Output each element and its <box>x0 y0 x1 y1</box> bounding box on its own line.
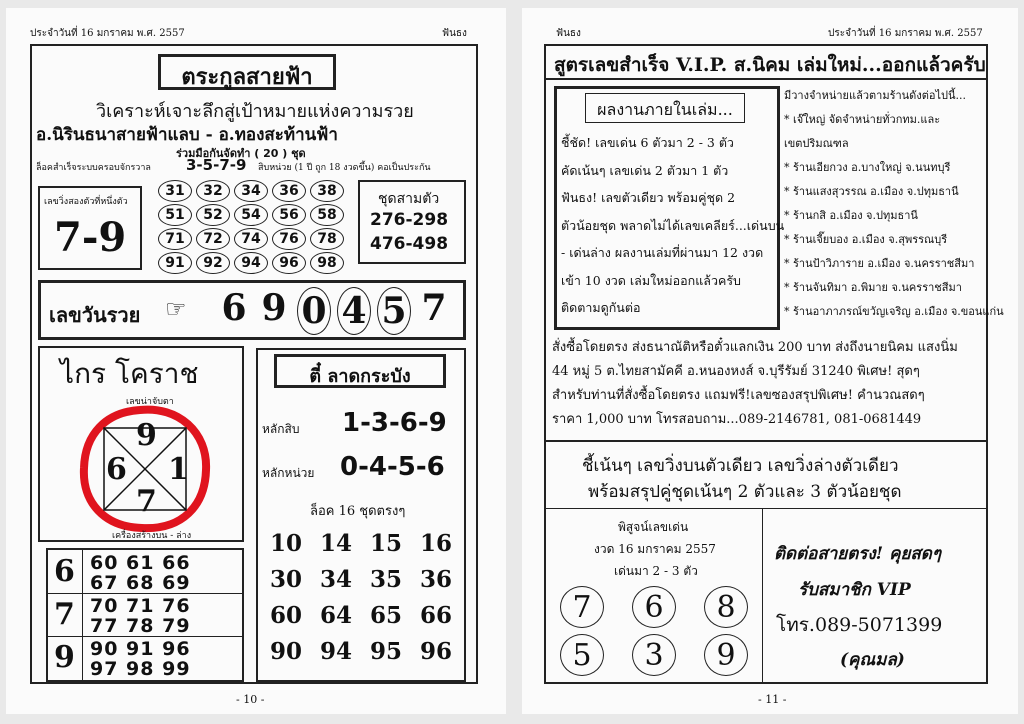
korat-box <box>38 346 244 542</box>
circle-number: 72 <box>196 228 230 250</box>
left-page-number: - 10 - <box>236 693 265 706</box>
right-header-name: ฟันธง <box>556 28 581 39</box>
proof-digit: 8 <box>704 586 748 628</box>
lock16-row: 10 14 15 16 <box>270 530 453 557</box>
inner-line: - เด่นล่าง ผลงานเล่มที่ผ่านมา 12 งวด <box>561 245 764 260</box>
korat-digit-bottom: 7 <box>136 484 157 519</box>
grid-rule <box>48 593 242 594</box>
promo-line-1: ชี้เน้นๆ เลขวิ่งบนตัวเดียว เลขวิ่งล่างตัวเดียว <box>582 456 899 476</box>
shop-line: เขตปริมณฑล <box>784 137 849 150</box>
proof-note: เด่นมา 2 - 3 ตัว <box>614 564 698 578</box>
proof-divider <box>762 508 763 684</box>
korat-digit-left: 6 <box>106 452 127 487</box>
lock16-row: 30 34 35 36 <box>270 566 453 593</box>
grid-lead-digit: 9 <box>54 640 75 675</box>
lock16-label: ล็อค 16 ชุดตรงๆ <box>310 504 406 519</box>
shop-line: * ร้านอาภาภรณ์ขวัญเจริญ อ.เมือง จ.ขอนแก่น <box>784 305 1004 318</box>
order-rule <box>544 440 988 442</box>
inner-title-box <box>585 93 745 123</box>
page-title: ตระกูลสายฟ้า <box>181 64 313 90</box>
rich-day-box <box>38 280 466 340</box>
two-digit-box <box>38 186 142 270</box>
left-header-name: ฟันธง <box>442 28 467 39</box>
title-box <box>158 54 336 90</box>
contact-name: (คุณมล) <box>840 650 905 670</box>
promo-rule <box>544 508 988 509</box>
left-header-date: ประจำวันที่ 16 มกราคม พ.ศ. 2557 <box>30 28 185 39</box>
circle-number: 92 <box>196 252 230 274</box>
circle-number: 74 <box>234 228 268 250</box>
korat-top-label: เลขน่าจับตา <box>126 397 174 407</box>
order-line: 44 หมู่ 5 ต.ไทยสามัคคี อ.หนองหงส์ จ.บุรีรัมย์ 31240 พิเศษ! สุดๆ <box>552 364 920 379</box>
circle-number: 54 <box>234 204 268 226</box>
proof-digit: 6 <box>632 586 676 628</box>
promo-line-2: พร้อมสรุปคู่ชุดเน้นๆ 2 ตัวและ 3 ตัวน้อยชุด <box>588 482 902 502</box>
shop-line: * ร้านแสงสุวรรณ อ.เมือง จ.ปทุมธานี <box>784 185 959 198</box>
proof-date: งวด 16 มกราคม 2557 <box>594 542 716 556</box>
authors: อ.นิรินธนาสายฟ้าแลบ - อ.ทองสะท้านฟ้า <box>36 125 338 145</box>
grid-rule <box>48 636 242 637</box>
rich-digit: 4 <box>337 287 371 335</box>
subtitle: วิเคราะห์เจาะลึกสู่เป้าหมายแห่งความรวย <box>96 101 414 122</box>
order-line: สั่งซื้อโดยตรง ส่งธนาณัติหรือตั๋วแลกเงิน 200 บาท ส่งถึงนายนิคม แสงนิ่ม <box>552 340 958 355</box>
latkrabang-box <box>256 348 466 682</box>
korat-title: ไกร โคราช <box>60 357 199 390</box>
grid-lead-digit: 6 <box>54 554 75 589</box>
proof-digit: 7 <box>560 586 604 628</box>
right-title: สูตรเลขสำเร็จ V.I.P. ส.นิคม เล่มใหม่...ออกแล้วครับ <box>554 54 986 76</box>
korat-grid <box>46 548 244 682</box>
shop-line: * ร้านเอียกวง อ.บางใหญ่ จ.นนทบุรี <box>784 161 951 174</box>
two-digit-label: เลขวิ่งสองตัวที่หนึ่งตัว <box>44 197 128 207</box>
joint-note: ร่วมมือกันจัดทำ ( 20 ) ชุด <box>176 147 306 160</box>
circle-number: 91 <box>158 252 192 274</box>
tens-label: หลักสิบ <box>262 422 300 436</box>
rich-digit: 0 <box>297 287 331 335</box>
circle-number: 38 <box>310 180 344 202</box>
proof-title: พิสูจน์เลขเด่น <box>618 520 689 534</box>
rich-day-label: เลขวันรวย <box>49 303 141 327</box>
latkrabang-title: ตี๋ ลาดกระบัง <box>309 366 411 387</box>
proof-digit: 9 <box>704 634 748 676</box>
rich-digit: 6 <box>221 287 247 329</box>
circle-number: 78 <box>310 228 344 250</box>
korat-digit-right: 1 <box>168 452 189 487</box>
circle-number: 94 <box>234 252 268 274</box>
three-digit-box <box>358 180 466 264</box>
circle-number: 76 <box>272 228 306 250</box>
circle-number: 96 <box>272 252 306 274</box>
circle-number: 32 <box>196 180 230 202</box>
rich-digit: 9 <box>261 287 287 329</box>
shop-line: * ร้านป้าวิภาราย อ.เมือง จ.นครราชสีมา <box>784 257 975 270</box>
lock-suffix: สิบหน่วย (1 ปี ถูก 18 งวดขึ้น) คอเป็นประกัน <box>258 163 431 173</box>
grid-numbers: 60 61 66 <box>90 552 191 574</box>
contact-line-1: ติดต่อสายตรง! คุยสดๆ <box>774 544 941 564</box>
inner-line: ชี้ชัด! เลขเด่น 6 ตัวมา 2 - 3 ตัว <box>561 135 734 150</box>
inner-title: ผลงานภายในเล่ม... <box>597 100 733 119</box>
proof-digit: 5 <box>560 634 604 676</box>
grid-lead-rule <box>82 550 83 680</box>
inner-line: คัดเน้นๆ เลขเด่น 2 ตัวมา 1 ตัว <box>561 162 729 178</box>
lock16-row: 60 64 65 66 <box>270 602 453 629</box>
grid-lead-digit: 7 <box>54 597 75 632</box>
circle-number: 36 <box>272 180 306 202</box>
order-line: ราคา 1,000 บาท โทรสอบถาม...089-2146781, 081-0681449 <box>552 412 922 427</box>
circle-number: 34 <box>234 180 268 202</box>
rich-digit: 7 <box>421 287 447 329</box>
inner-line: ติดตามดูกันต่อ <box>561 300 641 315</box>
korat-bottom-label: เครื่องสร้างบน - ล่าง <box>112 531 192 541</box>
latkrabang-title-box <box>274 354 446 388</box>
korat-digit-top: 9 <box>136 418 157 453</box>
circle-number: 98 <box>310 252 344 274</box>
tens-value: 1-3-6-9 <box>342 408 447 438</box>
lock-prefix: ล็อคสำเร็จระบบครอบจักรวาล <box>36 163 151 173</box>
right-page <box>522 8 1018 714</box>
units-label: หลักหน่วย <box>262 466 315 480</box>
circle-number: 58 <box>310 204 344 226</box>
grid-numbers: 67 68 69 <box>90 572 191 594</box>
grid-numbers: 77 78 79 <box>90 615 191 637</box>
grid-numbers: 90 91 96 <box>90 638 191 660</box>
shop-line: * ร้านจันทิมา อ.พิมาย จ.นครราชสีมา <box>784 281 962 294</box>
circle-number: 56 <box>272 204 306 226</box>
pointing-hand-icon: ☞ <box>165 295 187 323</box>
lock-digits: 3-5-7-9 <box>186 156 247 174</box>
proof-digit: 3 <box>632 634 676 676</box>
contact-phone: โทร.089-5071399 <box>776 614 943 636</box>
shop-line: * เจ๊ใหญ่ จัดจำหน่ายทั่วกทม.และ <box>784 113 941 126</box>
right-header-date: ประจำวันที่ 16 มกราคม พ.ศ. 2557 <box>828 28 983 39</box>
lock16-row: 90 94 95 96 <box>270 638 453 665</box>
three-digit-label: ชุดสามตัว <box>378 191 440 207</box>
shop-line: * ร้านกสิ อ.เมือง จ.ปทุมธานี <box>784 209 918 222</box>
left-page <box>6 8 506 714</box>
grid-numbers: 97 98 99 <box>90 658 191 680</box>
inner-box <box>554 86 785 330</box>
circle-number: 31 <box>158 180 192 202</box>
inner-line: ฟันธง! เลขตัวเดียว พร้อมคู่ชุด 2 <box>561 190 736 205</box>
title-rule <box>544 78 988 80</box>
inner-line: เข้า 10 งวด เล่มใหม่ออกแล้วครับ <box>561 272 741 288</box>
inner-line: ตัวน้อยชุด พลาดไม่ได้เลขเคลียร์...เด่นบน <box>561 217 785 233</box>
rich-digit: 5 <box>377 287 411 335</box>
three-digit-value-1: 276-298 <box>370 210 449 230</box>
grid-numbers: 70 71 76 <box>90 595 191 617</box>
circle-number: 52 <box>196 204 230 226</box>
circle-number: 51 <box>158 204 192 226</box>
right-page-number: - 11 - <box>758 693 787 706</box>
three-digit-value-2: 476-498 <box>370 234 449 254</box>
circle-number: 71 <box>158 228 192 250</box>
units-value: 0-4-5-6 <box>340 452 445 482</box>
two-digit-value: 7-9 <box>54 214 127 261</box>
order-line: สำหรับท่านที่สั่งซื้อโดยตรง แถมฟรี!เลขซองสรุปพิเศษ! คำนวณสดๆ <box>552 388 925 403</box>
contact-line-2: รับสมาชิก VIP <box>798 580 911 600</box>
shop-line: มีวางจำหน่ายแล้วตามร้านดังต่อไปนี้... <box>784 89 966 102</box>
shop-line: * ร้านเจี๊ยบอง อ.เมือง จ.สุพรรณบุรี <box>784 233 948 246</box>
